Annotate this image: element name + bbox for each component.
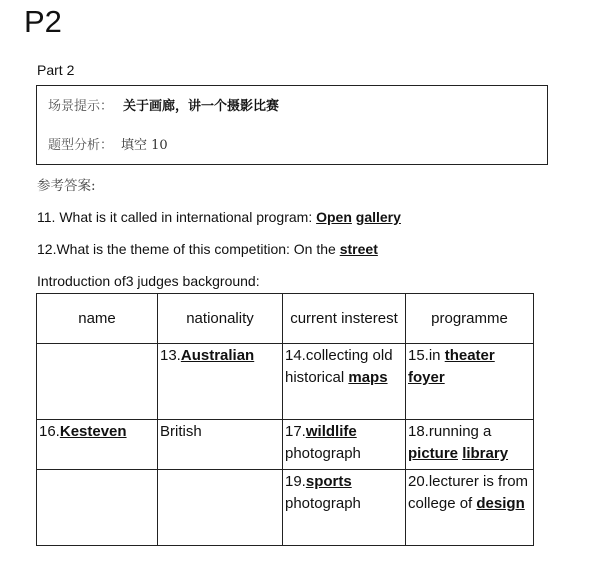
row2-interest-cell xyxy=(283,420,406,470)
row3-interest-cell xyxy=(283,470,406,546)
table-row xyxy=(37,470,534,546)
item-19-number: 19. xyxy=(285,473,306,490)
row2-programme-cell xyxy=(406,420,534,470)
item-14-text: 14.collecting old historical xyxy=(285,347,393,386)
answer-kesteven: Kesteven xyxy=(59,423,127,440)
question-11 xyxy=(37,208,401,226)
answer-australian: Australian xyxy=(180,347,255,364)
answer-open: Open xyxy=(316,209,352,225)
item-20-text: 20.lecturer is from college of xyxy=(408,473,529,512)
item-15-text: 15.in xyxy=(408,347,445,364)
table-header-row xyxy=(37,294,534,344)
row3-name-cell xyxy=(37,470,158,546)
row2-nationality-cell: British xyxy=(158,420,283,470)
table-row xyxy=(37,420,534,470)
row1-interest-cell xyxy=(283,344,406,420)
question-12 xyxy=(37,240,378,258)
header-current-interest: current insterest xyxy=(283,294,406,344)
answer-theater: theater xyxy=(444,347,495,364)
item-18-text: 18.running a xyxy=(408,423,492,440)
item-13-number: 13. xyxy=(160,347,181,364)
item-17-number: 17. xyxy=(285,423,306,440)
row3-programme-cell xyxy=(406,470,534,546)
answer-sports: sports xyxy=(305,473,352,490)
question-type-line xyxy=(48,137,168,155)
row2-name-cell xyxy=(37,420,158,470)
answer-picture: picture xyxy=(408,445,459,462)
page-title: P2 xyxy=(24,4,62,39)
reference-answer-label: 参考答案: xyxy=(37,178,96,194)
scene-hint-value: 关于画廊，讲一个摄影比赛 xyxy=(123,99,280,114)
question-type-label: 题型分析： xyxy=(48,138,114,153)
scene-hint-line xyxy=(48,98,279,116)
scene-hint-label: 场景提示： xyxy=(48,99,114,114)
scene-info-box xyxy=(36,85,548,165)
row1-programme-cell xyxy=(406,344,534,420)
answer-gallery: gallery xyxy=(355,209,401,225)
answer-wildlife: wildlife xyxy=(305,423,357,440)
judges-intro: Introduction of3 judges background: xyxy=(37,273,260,289)
answer-street: street xyxy=(339,241,378,257)
item-19-suffix: photograph xyxy=(285,495,361,512)
answer-maps: maps xyxy=(348,369,388,386)
row1-nationality-cell xyxy=(158,344,283,420)
question-type-value: 填空 10 xyxy=(121,138,168,153)
item-16-number: 16. xyxy=(39,423,60,440)
question-12-text: 12.What is the theme of this competition: On the xyxy=(37,241,340,257)
part-label: Part 2 xyxy=(37,62,75,78)
header-name: name xyxy=(37,294,158,344)
row3-nationality-cell xyxy=(158,470,283,546)
answer-library: library xyxy=(462,445,509,462)
judges-table xyxy=(36,293,534,546)
question-11-text: 11. What is it called in international program: xyxy=(37,209,317,225)
header-programme: programme xyxy=(406,294,534,344)
answer-foyer: foyer xyxy=(408,369,445,386)
table-row xyxy=(37,344,534,420)
header-nationality: nationality xyxy=(158,294,283,344)
item-17-suffix: photograph xyxy=(285,445,361,462)
answer-design: design xyxy=(476,495,525,512)
row1-name-cell xyxy=(37,344,158,420)
